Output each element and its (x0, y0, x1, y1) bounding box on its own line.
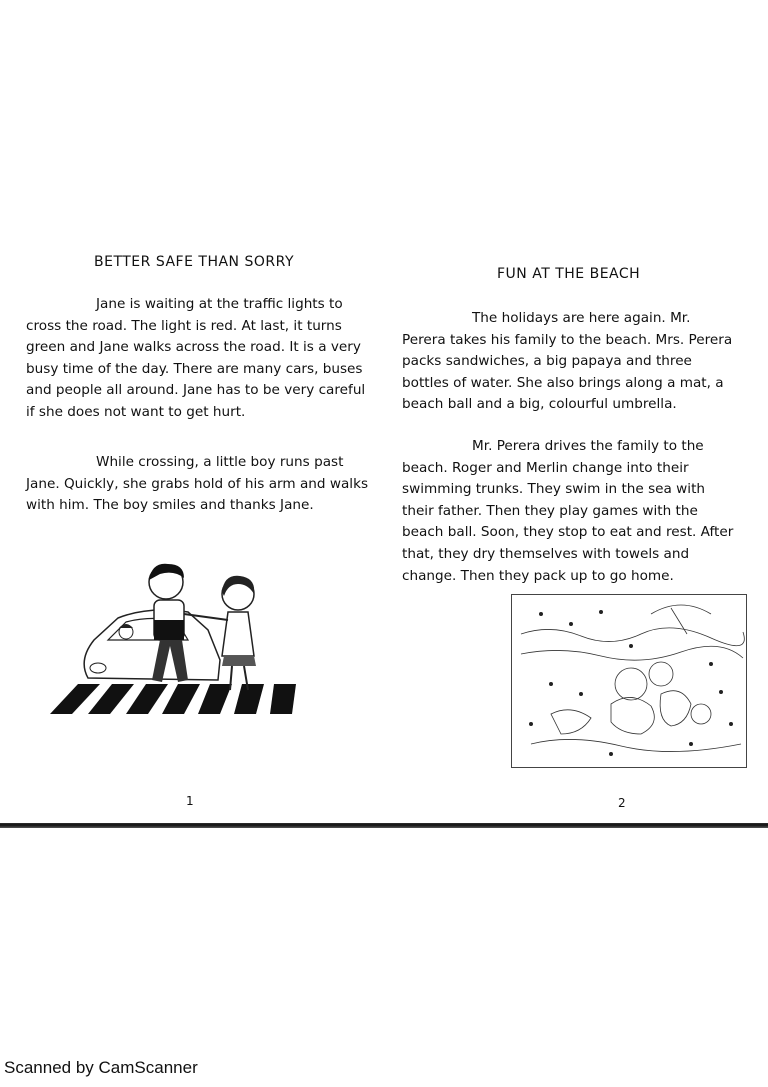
left-story-paragraph-2 (26, 452, 372, 517)
right-page-number: 2 (618, 796, 626, 810)
beach-illustration (511, 594, 747, 768)
left-page-number: 1 (186, 794, 194, 808)
right-story-paragraph-1-text: The holidays are here again. Mr. Perera takes his family to the beach. Mrs. Perera packs sandwiches, a big papaya and three bottles of water. She also brings along a mat, a beach ball and a big, colourful umbrella. (402, 310, 733, 413)
left-story-paragraph-2-text: While crossing, a little boy runs past Jane. Quickly, she grabs hold of his arm and walks with him. The boy smiles and thanks Jane. (26, 454, 369, 514)
right-story-title: FUN AT THE BEACH (497, 266, 641, 282)
left-story-paragraph-1-text: Jane is waiting at the traffic lights to cross the road. The light is red. At last, it turns green and Jane walks across the road. It is a very busy time of the day. There are many cars, buses and people all around. Jane has to be very careful if she does not want to get hurt. (26, 296, 366, 420)
scanner-footer: Scanned by CamScanner (4, 1058, 198, 1077)
zebra-crossing-illustration (48, 560, 348, 720)
left-story-paragraph-1 (26, 294, 372, 424)
right-story-paragraph-2 (402, 436, 738, 587)
left-story-title: BETTER SAFE THAN SORRY (94, 254, 294, 270)
right-story-paragraph-2-text: Mr. Perera drives the family to the beach. Roger and Merlin change into their swimming trunks. They swim in the sea with their father. Then they play games with the beach ball. Soon, they stop to eat and rest. After that, they dry themselves with towels and change. Then they pack up to go home. (402, 438, 734, 584)
page-bottom-rule (0, 823, 768, 828)
right-story-paragraph-1 (402, 308, 738, 416)
